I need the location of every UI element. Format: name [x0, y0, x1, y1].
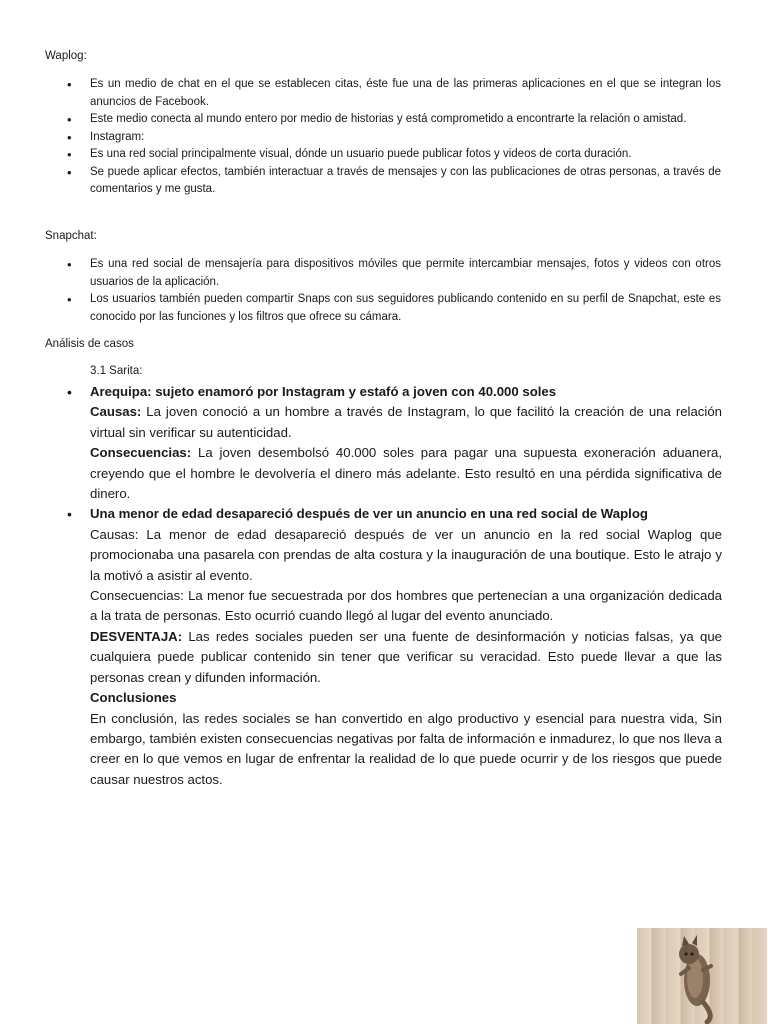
cat-photo	[637, 928, 767, 1024]
conclusions-heading: Conclusiones	[90, 690, 177, 706]
conclusions-text: En conclusión, las redes sociales se han convertido en algo productivo y esencial para nuestra vida, Sin embargo, también existen consecuencias negativas por falta de información e inmadurez, lo que nos lleva a creer en lo que vemos en lugar de enfrentar la realidad de lo que puede ocurrir y de los riesgos que puede causar nuestros actos.	[90, 710, 722, 787]
list-item: • Los usuarios también pueden compartir Snaps con sus seguidores publicando contenido en su perfil de Snapchat, este es conocido por las funciones y los filtros que ofrece su cámara.	[45, 291, 721, 326]
case-item	[45, 382, 722, 504]
cases-list	[45, 382, 722, 790]
waplog-list	[45, 76, 721, 199]
case-consequences: Consecuencias: La menor fue secuestrada por dos hombres que pertenecían a una organización dedicada a la trata de personas. Esto ocurrió cuando llegó al lugar del evento anunciado.	[90, 588, 722, 624]
disadvantage-label: DESVENTAJA:	[90, 628, 183, 644]
disadvantage-text: Las redes sociales pueden ser una fuente de desinformación y noticias falsas, ya que cualquiera puede publicar contenido sin tener que verificar su veracidad. Esto puede llevar a que las personas crean y difunden información.	[90, 628, 722, 685]
snapchat-list	[45, 256, 721, 326]
list-item: • Se puede aplicar efectos, también interactuar a través de mensajes y con las publicaciones de otras personas, a través de comentarios y me gusta.	[45, 164, 721, 199]
causes-label: Causas:	[90, 404, 142, 420]
case-disadvantage	[90, 627, 722, 688]
case-causes	[90, 402, 722, 443]
case-heading: • Arequipa: sujeto enamoró por Instagram y estafó a joven con 40.000 soles	[90, 384, 557, 399]
list-item: • Es un medio de chat en el que se establecen citas, éste fue una de las primeras aplicaciones en el que se integran los anuncios de Facebook.	[45, 76, 721, 111]
list-item: • Este medio conecta al mundo entero por medio de historias y está comprometido a encontrarte la relación o amistad.	[45, 111, 721, 129]
consequences-text: La joven desembolsó 40.000 soles para pagar una supuesta exoneración aduanera, creyendo que el hombre le devolvería el dinero más adelante. Esto resultó en una pérdida significativa de dinero.	[90, 445, 722, 502]
case-heading: • Una menor de edad desapareció después de ver un anuncio en una red social de Waplog	[90, 506, 648, 522]
case-subheading: 3.1 Sarita:	[90, 365, 143, 377]
causes-text: La joven conoció a un hombre a través de Instagram, lo que facilitó la creación de una relación virtual sin verificar su autenticidad.	[90, 404, 722, 440]
cat-illustration	[637, 928, 767, 1024]
snapchat-heading: Snapchat:	[45, 230, 97, 242]
waplog-heading: Waplog:	[45, 50, 87, 62]
case-causes: Causas: La menor de edad desapareció después de ver un anuncio en la red social Waplog que promocionaba una pasarela con prendas de alta costura y la inauguración de una boutique. Esto le atrajo y la motivó a asistir al evento.	[90, 526, 722, 583]
case-consequences	[90, 443, 722, 504]
list-item: • Es una red social principalmente visual, dónde un usuario puede publicar fotos y videos de corta duración.	[45, 146, 721, 164]
list-item: • Es una red social de mensajería para dispositivos móviles que permite intercambiar mensajes, fotos y videos con otros usuarios de la aplicación.	[45, 256, 721, 291]
list-item: • Instagram:	[45, 129, 721, 147]
consequences-label: Consecuencias:	[90, 445, 192, 461]
case-item	[45, 504, 722, 790]
analisis-heading: Análisis de casos	[45, 338, 134, 350]
